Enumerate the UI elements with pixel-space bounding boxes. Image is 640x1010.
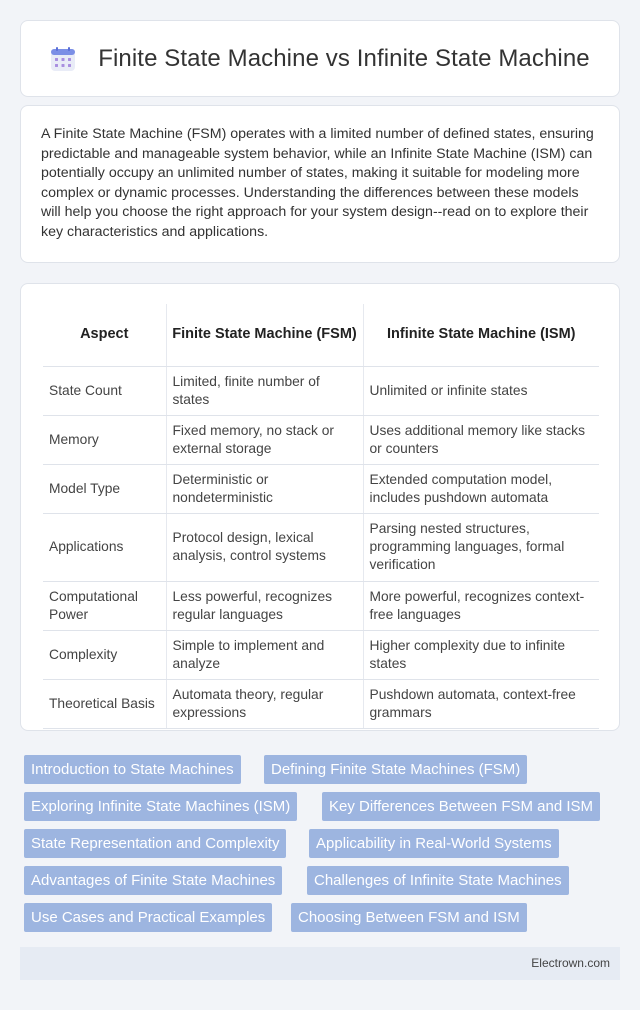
table-cell-fsm: Fixed memory, no stack or external storage	[166, 415, 363, 464]
table-row	[43, 513, 599, 581]
intro-card	[20, 105, 620, 263]
table-cell-ism: Pushdown automata, context-free grammars	[363, 679, 599, 728]
header-fsm: Finite State Machine (FSM)	[166, 304, 363, 366]
table-cell-ism: Extended computation model, includes pushdown automata	[363, 464, 599, 513]
page-title: Finite State Machine vs Infinite State Machine	[98, 44, 590, 72]
table-row	[43, 366, 599, 415]
title-card	[20, 20, 620, 97]
intro-paragraph: A Finite State Machine (FSM) operates with a limited number of defined states, ensuring predictable and manageable system behavior, while an Infinite State Machine (ISM) can potentially occupy an unlimited number of states, making it suitable for modeling more complex or dynamic processes. Understanding the differences between these models will help you choose the right approach for your system design--read on to explore their key characteristics and applications.	[41, 126, 594, 240]
table-row	[43, 415, 599, 464]
footer-site-name[interactable]: Electrown.com	[531, 956, 610, 970]
table-cell-fsm: Less powerful, recognizes regular languages	[166, 581, 363, 630]
tag-challenges-ism[interactable]: Challenges of Infinite State Machines	[307, 866, 569, 895]
header-aspect: Aspect	[43, 304, 166, 366]
tag-exploring-ism[interactable]: Exploring Infinite State Machines (ISM)	[24, 792, 297, 821]
table-cell-fsm: Deterministic or nondeterministic	[166, 464, 363, 513]
tag-defining-fsm[interactable]: Defining Finite State Machines (FSM)	[264, 755, 527, 784]
tag-use-cases[interactable]: Use Cases and Practical Examples	[24, 903, 272, 932]
table-cell-aspect: Computational Power	[43, 581, 166, 630]
tag-advantages-fsm[interactable]: Advantages of Finite State Machines	[24, 866, 282, 895]
comparison-table-card	[20, 283, 620, 731]
header-ism: Infinite State Machine (ISM)	[363, 304, 599, 366]
table-header-row	[43, 304, 599, 366]
table-row	[43, 679, 599, 728]
footer	[20, 947, 620, 980]
table-cell-aspect: State Count	[43, 366, 166, 415]
tag-introduction-to-state-machines[interactable]: Introduction to State Machines	[24, 755, 241, 784]
table-cell-ism: Higher complexity due to infinite states	[363, 630, 599, 679]
tag-state-representation[interactable]: State Representation and Complexity	[24, 829, 286, 858]
table-cell-ism: More powerful, recognizes context-free languages	[363, 581, 599, 630]
tag-key-differences[interactable]: Key Differences Between FSM and ISM	[322, 792, 600, 821]
table-cell-fsm: Automata theory, regular expressions	[166, 679, 363, 728]
table-cell-fsm: Simple to implement and analyze	[166, 630, 363, 679]
comparison-table	[43, 304, 599, 729]
table-cell-aspect: Theoretical Basis	[43, 679, 166, 728]
table-cell-ism: Unlimited or infinite states	[363, 366, 599, 415]
table-row	[43, 464, 599, 513]
table-cell-fsm: Protocol design, lexical analysis, control systems	[166, 513, 363, 581]
table-cell-aspect: Model Type	[43, 464, 166, 513]
table-row	[43, 581, 599, 630]
table-cell-aspect: Complexity	[43, 630, 166, 679]
table-row	[43, 630, 599, 679]
table-cell-fsm: Limited, finite number of states	[166, 366, 363, 415]
table-cell-aspect: Applications	[43, 513, 166, 581]
table-cell-aspect: Memory	[43, 415, 166, 464]
table-cell-ism: Uses additional memory like stacks or counters	[363, 415, 599, 464]
tag-applicability[interactable]: Applicability in Real-World Systems	[309, 829, 559, 858]
calendar-grid-icon	[50, 46, 76, 72]
tag-choosing[interactable]: Choosing Between FSM and ISM	[291, 903, 527, 932]
table-cell-ism: Parsing nested structures, programming languages, formal verification	[363, 513, 599, 581]
